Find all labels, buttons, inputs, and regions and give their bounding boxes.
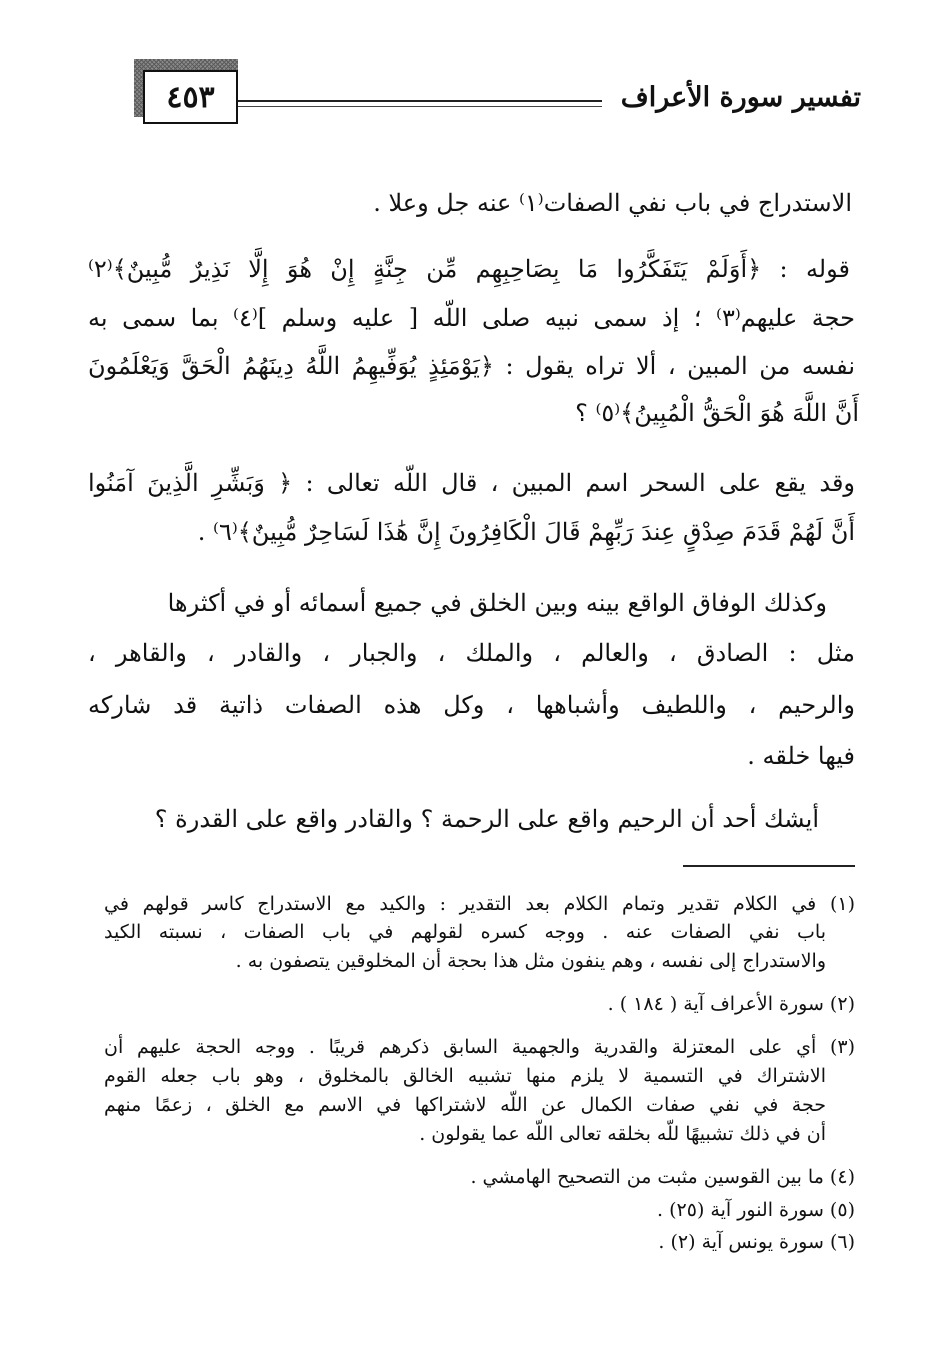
header-rule: [238, 100, 602, 102]
body-line: وقد يقع على السحر اسم المبين ، قال اللّه تعالى : ﴿ وَبَشِّرِ الَّذِينَ آمَنُوا: [88, 469, 855, 497]
footnote-line: (٥) سورة النور آية (٢٥) .: [657, 1199, 855, 1221]
footnote-line: والاستدراج إلى نفسه ، وهم ينفون مثل هذا بحجة أن المخلوقين يتصفون به .: [235, 950, 826, 972]
header-rule-thin: [238, 106, 602, 107]
body-line: نفسه من المبين ، ألا تراه يقول : ﴿يَوْمَئِذٍ يُوَفِّيهِمُ اللَّهُ دِينَهُمُ الْحَقَّ وَيَعْلَمُونَ: [88, 352, 856, 380]
footnote-line: (٢) سورة الأعراف آية ( ١٨٤ ) .: [607, 993, 855, 1015]
footnote-line: الاشتراك في التسمية لا يلزم منها تشبيه الخالق بالمخلوق ، وهو باب جعله القوم: [104, 1065, 826, 1087]
body-line: أيشك أحد أن الرحيم واقع على الرحمة ؟ والقادر واقع على القدرة ؟: [154, 805, 819, 833]
body-line: الاستدراج في باب نفي الصفات⁽١⁾ عنه جل وعلا .: [373, 189, 852, 217]
body-line: أَنَّ اللَّهَ هُوَ الْحَقُّ الْمُبِينُ﴾⁽٥⁾ ؟: [575, 399, 859, 427]
body-line: فيها خلقه .: [747, 742, 855, 770]
body-line: أَنَّ لَهُمْ قَدَمَ صِدْقٍ عِندَ رَبِّهِمْ قَالَ الْكَافِرُونَ إِنَّ هَٰذَا لَسَاحِرٌ مُّبِينٌ﴾⁽٦⁾ .: [197, 518, 855, 546]
body-line: مثل : الصادق ، والعالم ، والملك ، والجبار ، والقادر ، والقاهر ،: [88, 639, 855, 667]
page-number-box: [143, 70, 238, 124]
footnote-line: حجة في نفي صفات الكمال عن اللّه لاشتراكها في الاسم مع الخلق ، زعمًا منهم: [104, 1094, 826, 1116]
body-line: حجة عليهم⁽٣⁾ ؛ إذ سمى نبيه صلى اللّه [ عليه وسلم ]⁽٤⁾ بما سمى به: [88, 304, 856, 332]
running-header-title: تفسير سورة الأعراف: [620, 82, 861, 113]
footnote-line: باب نفي الصفات عنه . ووجه كسره لقولهم في باب الصفات ، نسبته الكيد: [104, 921, 826, 943]
footnote-line: (٣) أي على المعتزلة والقدرية والجهمية السابق ذكرهم قريبًا . ووجه الحجة عليهم أن: [104, 1036, 855, 1058]
footnote-line: (١) في الكلام تقدير وتمام الكلام بعد التقدير : والكيد مع الاستدراج كاسر قولهم في: [104, 893, 855, 915]
page-number: ٤٥٣: [166, 79, 215, 115]
body-line: قوله : ﴿أَوَلَمْ يَتَفَكَّرُوا مَا بِصَاحِبِهِم مِّن جِنَّةٍ إِنْ هُوَ إِلَّا نَذِيرٌ مُّبِينٌ﴾⁽٢⁾: [88, 255, 850, 283]
footnote-line: (٤) ما بين القوسين مثبت من التصحيح الهامشي .: [470, 1166, 855, 1188]
footnote-line: (٦) سورة يونس آية (٢) .: [658, 1231, 855, 1253]
footnote-line: أن في ذلك تشبيهًا للّه بخلقه تعالى اللّه عما يقولون .: [419, 1123, 826, 1145]
body-line: والرحيم ، واللطيف وأشباهها ، وكل هذه الصفات ذاتية قد شاركه: [88, 691, 855, 719]
body-line: وكذلك الوفاق الواقع بينه وبين الخلق في جميع أسمائه أو في أكثرها: [167, 589, 827, 617]
footnote-separator: [683, 865, 855, 867]
